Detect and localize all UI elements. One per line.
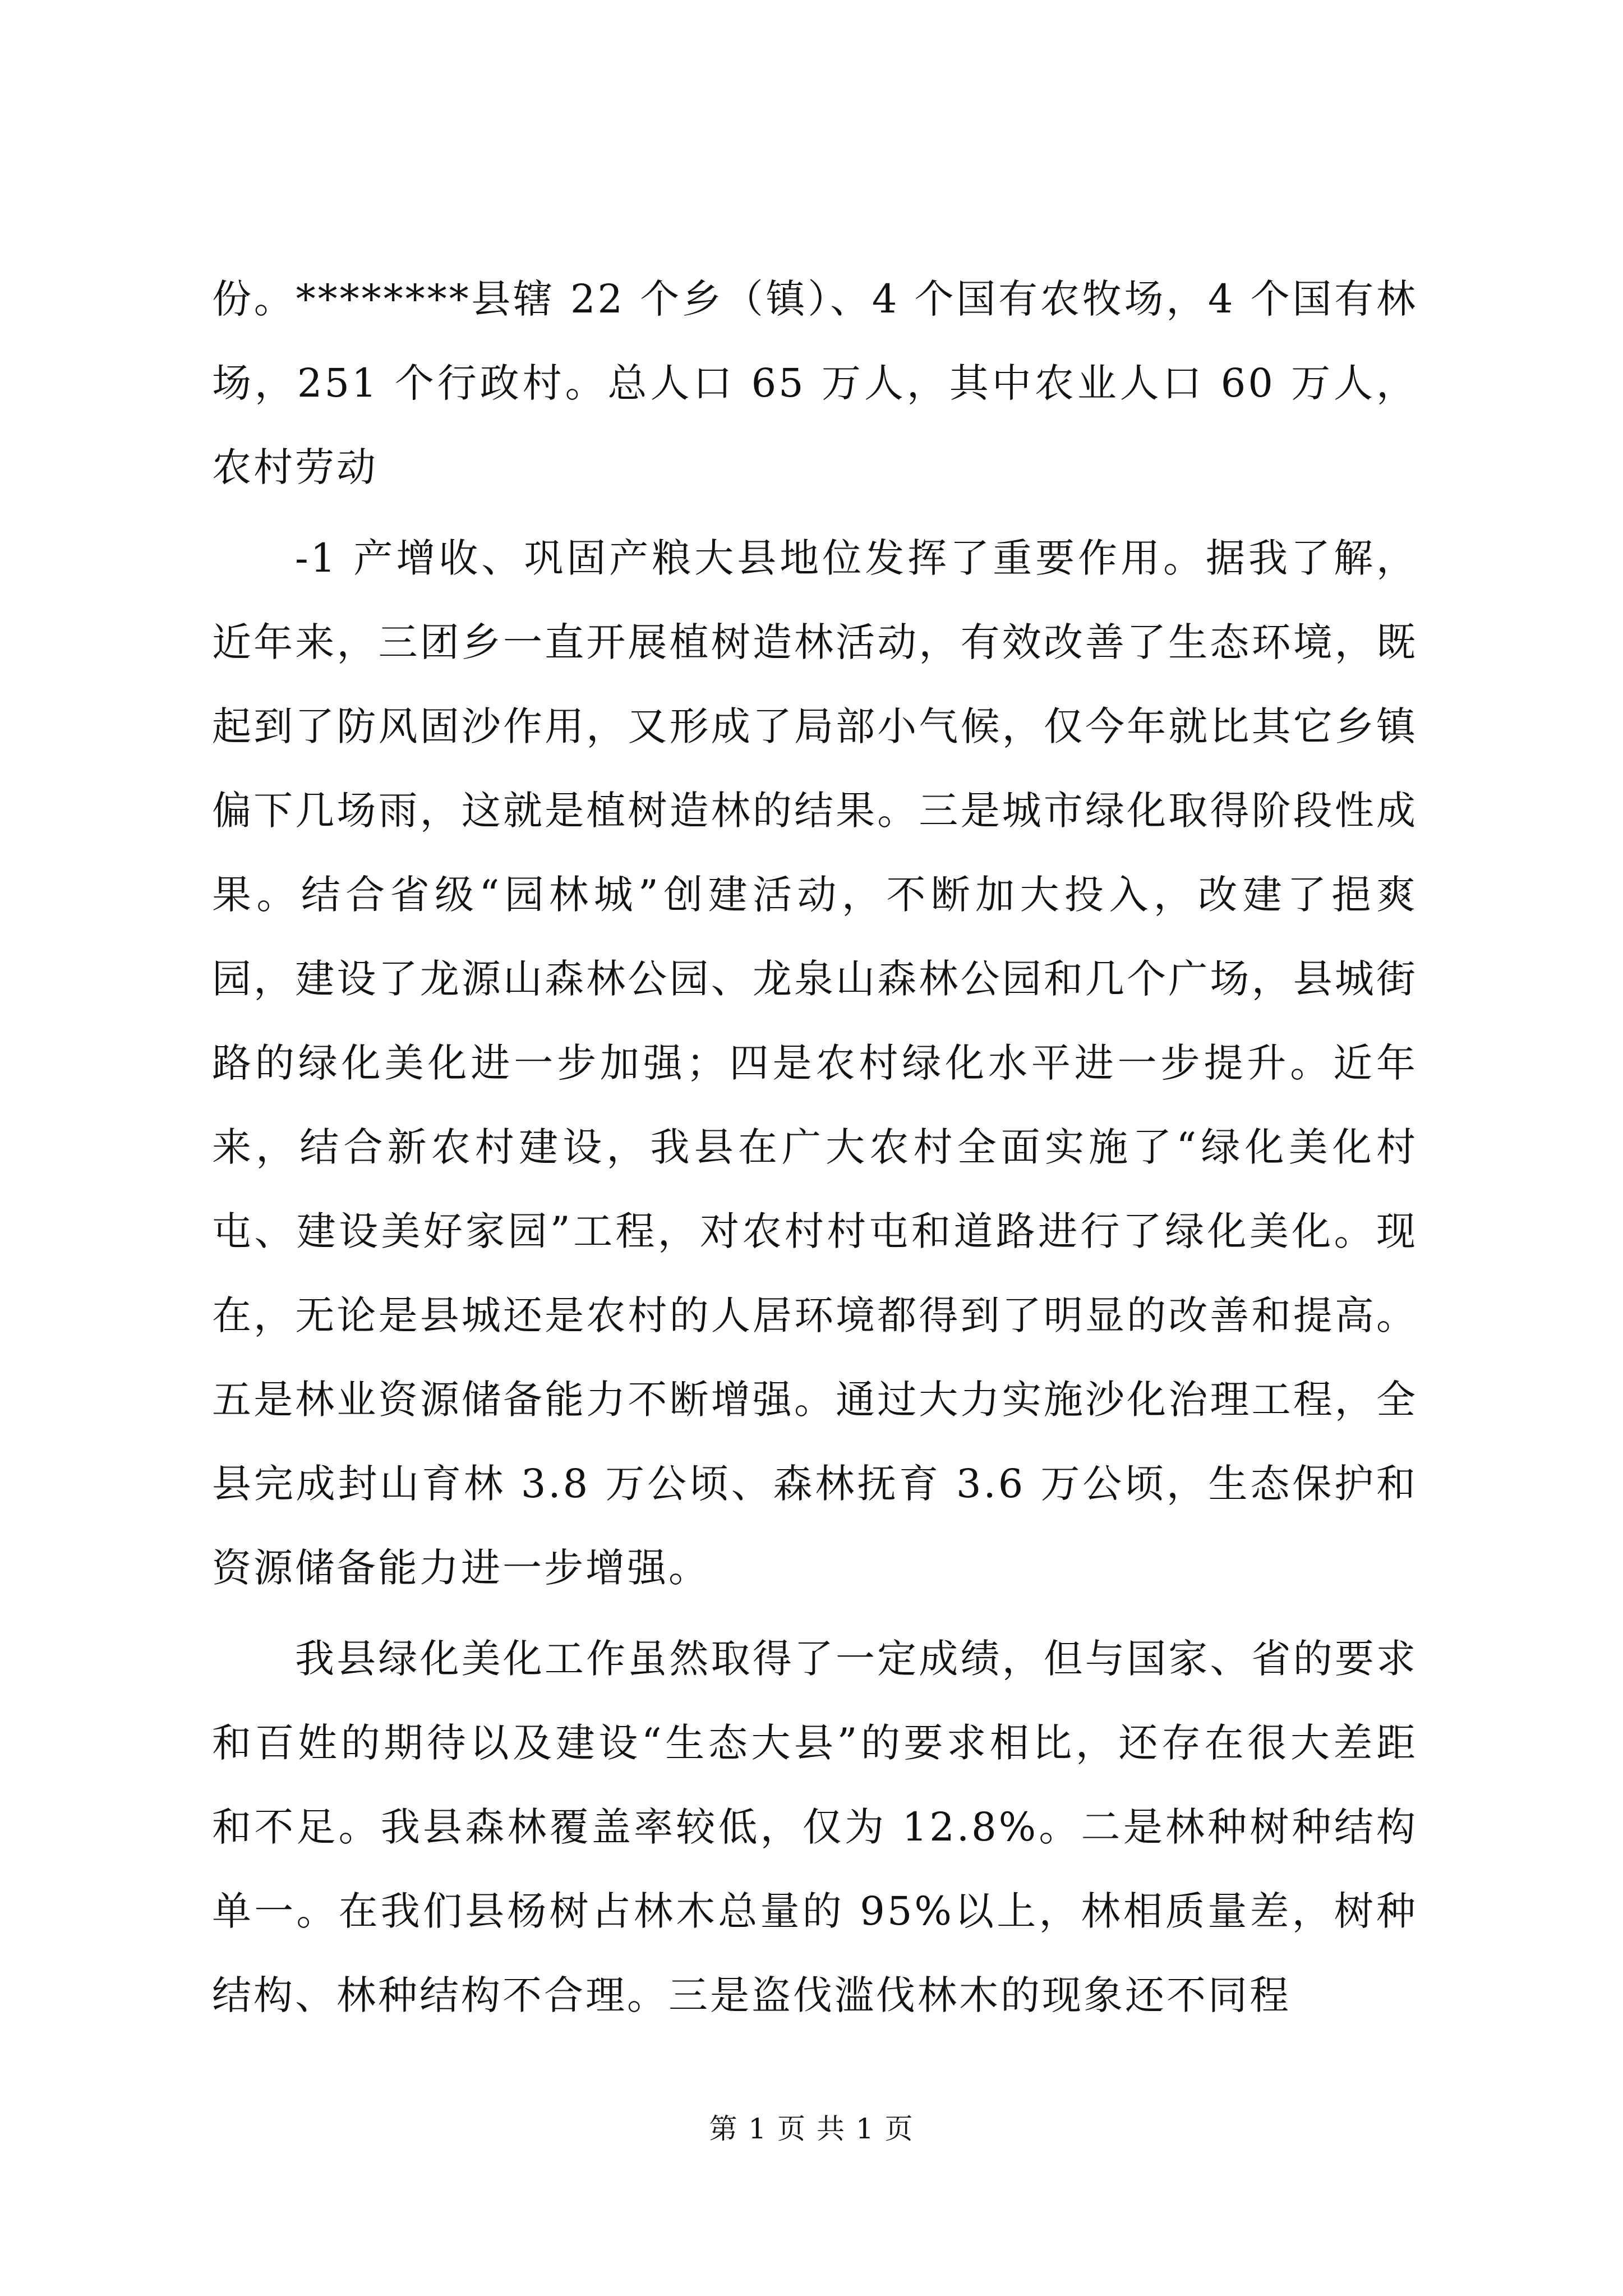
paragraph-3: 我县绿化美化工作虽然取得了一定成绩，但与国家、省的要求和百姓的期待以及建设“生态大县”的要求相比，还存在很大差距和不足。我县森林覆盖率较低，仅为 12.8%。二是林种树种结构单一。在我们县杨树占林木总量的 95%以上，林相质量差，树种结构、林种结构不合理。三是盗伐滥伐林木的现象还不同程	[212, 1636, 1418, 2018]
paragraph-1: 份。********县辖 22 个乡（镇）、4 个国有农牧场，4 个国有林场，251 个行政村。总人口 65 万人，其中农业人口 60 万人，农村劳动	[212, 276, 1418, 490]
paragraph-2: -1 产增收、巩固产粮大县地位发挥了重要作用。据我了解，近年来，三团乡一直开展植树造林活动，有效改善了生态环境，既起到了防风固沙作用，又形成了局部小气候，仅今年就比其它乡镇偏下几场雨，这就是植树造林的结果。三是城市绿化取得阶段性成果。结合省级“园林城”创建活动，不断加大投入，改建了挹爽园，建设了龙源山森林公园、龙泉山森林公园和几个广场，县城街路的绿化美化进一步加强；四是农村绿化水平进一步提升。近年来，结合新农村建设，我县在广大农村全面实施了“绿化美化村屯、建设美好家园”工程，对农村村屯和道路进行了绿化美化。现在，无论是县城还是农村的人居环境都得到了明显的改善和提高。五是林业资源储备能力不断增强。通过大力实施沙化治理工程，全县完成封山育林 3.8 万公顷、森林抚育 3.6 万公顷，生态保护和资源储备能力进一步增强。	[212, 535, 1418, 1591]
document-body	[212, 257, 1418, 2037]
page-footer: 第 1 页 共 1 页	[709, 2113, 914, 2145]
